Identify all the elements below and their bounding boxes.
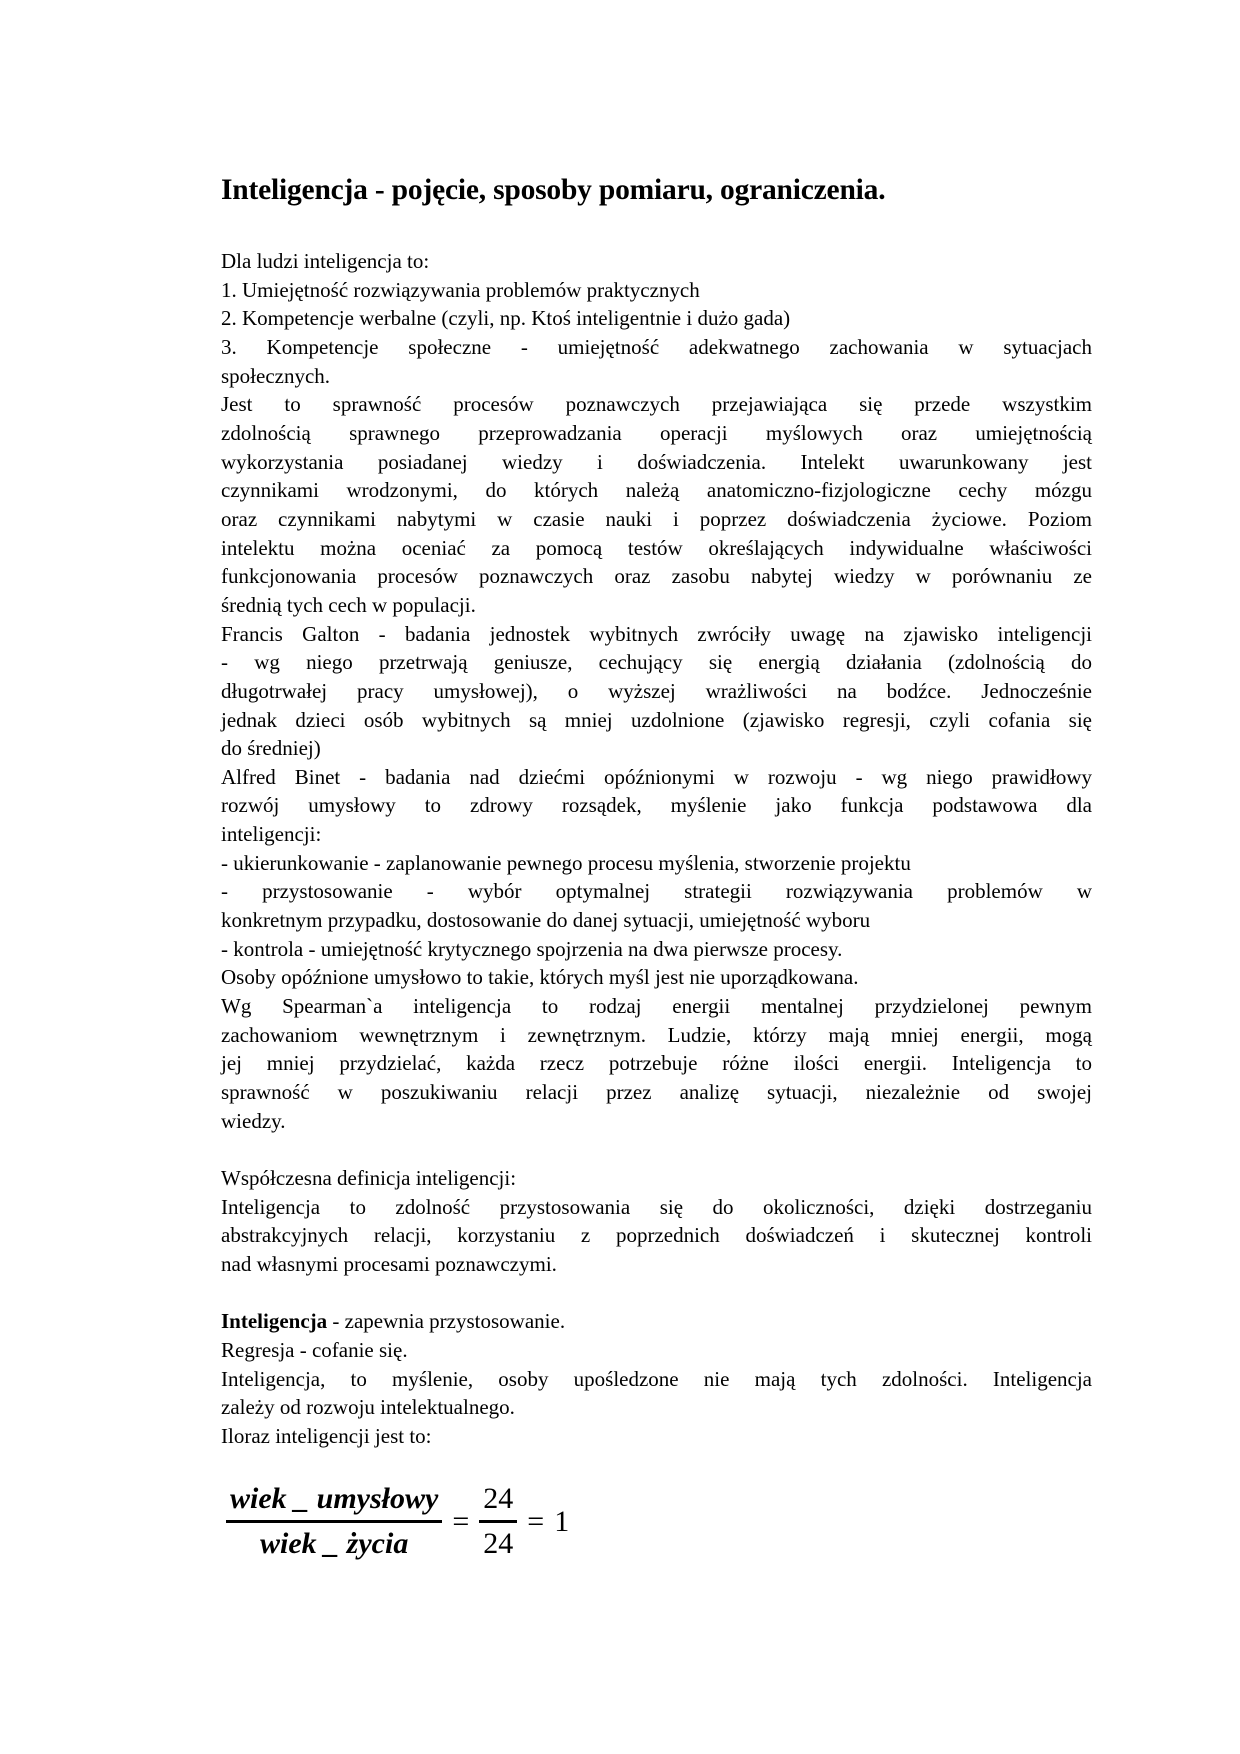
text-line: Dla ludzi inteligencja to: <box>221 249 430 273</box>
text-line: 3. Kompetencje społeczne - umiejętność adekwatnego zachowania w sytuacjach <box>221 334 1092 359</box>
equals-sign: = <box>527 1504 545 1538</box>
paragraph <box>221 390 1092 619</box>
text-line: - ukierunkowanie - zaplanowanie pewnego procesu myślenia, stworzenie projektu <box>221 850 911 875</box>
text-line: 1. Umiejętność rozwiązywania problemów praktycznych <box>221 277 700 302</box>
text-line: - wg niego przetrwają geniusze, cechujący się energią działania (zdolnością do <box>221 650 1092 675</box>
text-line: czynnikami wrodzonymi, do których należą anatomiczno-fizjologiczne cechy mózgu <box>221 478 1092 503</box>
document-body <box>221 247 1092 1451</box>
text-line: nad własnymi procesami poznawczymi. <box>221 1251 557 1276</box>
formula-result: 1 <box>554 1504 570 1538</box>
text-line: Inteligencja to zdolność przystosowania się do okoliczności, dzięki dostrzeganiu <box>221 1194 1092 1219</box>
paragraph <box>221 849 1092 878</box>
document-title: Inteligencja - pojęcie, sposoby pomiaru, ograniczenia. <box>221 174 886 206</box>
paragraph <box>221 1164 1092 1193</box>
text-line: Jest to sprawność procesów poznawczych przejawiająca się przede wszystkim <box>221 392 1092 417</box>
formula-numerator: wiek _ umysłowy <box>230 1482 439 1515</box>
paragraph <box>221 1193 1092 1279</box>
paragraph <box>221 877 1092 934</box>
paragraph <box>221 276 1092 305</box>
paragraph <box>221 1307 1092 1336</box>
text-line <box>221 1307 1092 1336</box>
text-line: Współczesna definicja inteligencji: <box>221 1166 517 1190</box>
paragraph <box>221 763 1092 849</box>
text-line: średnią tych cech w populacji. <box>221 592 476 617</box>
text-line: oraz czynnikami nabytymi w czasie nauki i poprzez doświadczenia życiowe. Poziom <box>221 506 1092 531</box>
text-line: długotrwałej pracy umysłowej), o wyższej wrażliwości na bodźce. Jednocześnie <box>221 678 1092 703</box>
text-line: wiedzy. <box>221 1108 286 1133</box>
text-line: społecznych. <box>221 363 331 388</box>
paragraph <box>221 1422 1092 1451</box>
formula-value-fraction <box>479 1478 517 1565</box>
text-line: inteligencji: <box>221 822 322 847</box>
text-line: Inteligencja, to myślenie, osoby upośledzone nie mają tych zdolności. Inteligencja <box>221 1366 1092 1391</box>
paragraph <box>221 333 1092 390</box>
bold-term: Inteligencja <box>221 1309 328 1334</box>
paragraph <box>221 935 1092 964</box>
text-line: wykorzystania posiadanej wiedzy i doświadczenia. Intelekt uwarunkowany jest <box>221 449 1092 474</box>
text-line: Alfred Binet - badania nad dziećmi opóźnionymi w rozwoju - wg niego prawidłowy <box>221 764 1092 789</box>
text-line: zdolnością sprawnego przeprowadzania operacji myślowych oraz umiejętnością <box>221 420 1092 445</box>
text-line: Osoby opóźnione umysłowo to takie, których myśl jest nie uporządkowana. <box>221 965 859 990</box>
text-line: konkretnym przypadku, dostosowanie do danej sytuacji, umiejętność wyboru <box>221 908 871 933</box>
text-line: zachowaniom wewnętrznym i zewnętrznym. Ludzie, którzy mają mniej energii, mogą <box>221 1022 1092 1047</box>
text-line: funkcjonowania procesów poznawczych oraz zasobu nabytej wiedzy w porównaniu ze <box>221 564 1092 589</box>
formula-denominator: wiek _ życia <box>260 1527 409 1560</box>
line-text: - zapewnia przystosowanie. <box>327 1309 566 1334</box>
paragraph <box>221 992 1092 1135</box>
paragraph <box>221 963 1092 992</box>
text-line: sprawność w poszukiwaniu relacji przez analizę sytuacji, niezależnie od swojej <box>221 1080 1092 1105</box>
text-line: jej mniej przydzielać, każda rzecz potrzebuje różne ilości energii. Inteligencja to <box>221 1051 1092 1076</box>
value-numerator: 24 <box>483 1482 514 1515</box>
text-line: Regresja - cofanie się. <box>221 1337 408 1362</box>
value-denominator: 24 <box>483 1527 514 1560</box>
text-line: Francis Galton - badania jednostek wybitnych zwróciły uwagę na zjawisko inteligencji <box>221 621 1092 646</box>
paragraph <box>221 304 1092 333</box>
text-line: - przystosowanie - wybór optymalnej strategii rozwiązywania problemów w <box>221 879 1092 904</box>
paragraph <box>221 1336 1092 1365</box>
blank-line <box>221 1279 1092 1308</box>
blank-line <box>221 1135 1092 1164</box>
paragraph <box>221 620 1092 763</box>
text-line: Wg Spearman`a inteligencja to rodzaj energii mentalnej przydzielonej pewnym <box>221 994 1092 1019</box>
iq-formula <box>226 1478 569 1565</box>
text-line: do średniej) <box>221 736 321 761</box>
formula-fraction <box>226 1478 442 1565</box>
text-line: abstrakcyjnych relacji, korzystaniu z poprzednich doświadczeń i skutecznej kontroli <box>221 1223 1092 1248</box>
text-line: Iloraz inteligencji jest to: <box>221 1423 432 1448</box>
text-line: - kontrola - umiejętność krytycznego spojrzenia na dwa pierwsze procesy. <box>221 936 843 961</box>
text-line: jednak dzieci osób wybitnych są mniej uzdolnione (zjawisko regresji, czyli cofania się <box>221 707 1092 732</box>
text-line: intelektu można oceniać za pomocą testów określających indywidualne właściwości <box>221 535 1092 560</box>
text-line: 2. Kompetencje werbalne (czyli, np. Ktoś inteligentnie i dużo gada) <box>221 306 791 331</box>
text-line: zależy od rozwoju intelektualnego. <box>221 1395 515 1420</box>
text-line: rozwój umysłowy to zdrowy rozsądek, myślenie jako funkcja podstawowa dla <box>221 793 1092 818</box>
paragraph <box>221 247 1092 276</box>
paragraph <box>221 1365 1092 1422</box>
equals-sign: = <box>452 1504 470 1538</box>
